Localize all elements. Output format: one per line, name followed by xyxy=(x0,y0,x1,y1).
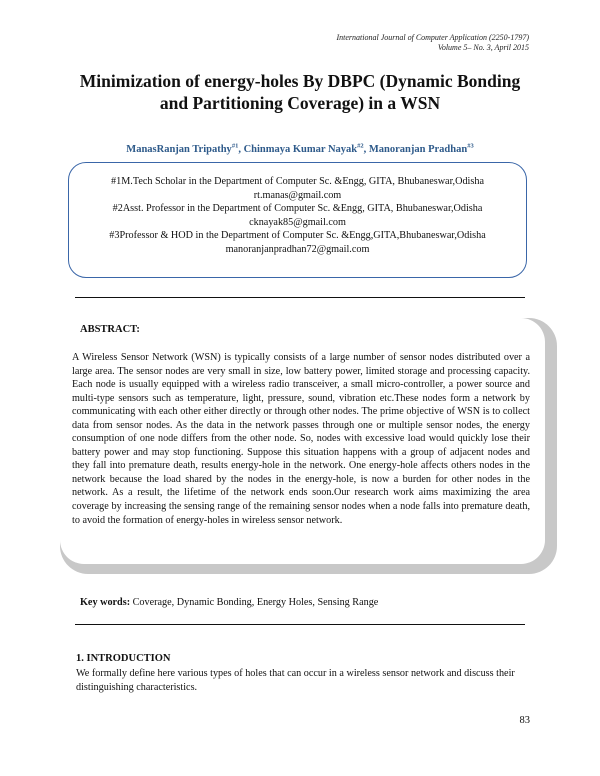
divider-bottom xyxy=(75,624,525,625)
abstract-text: A Wireless Sensor Network (WSN) is typically consists of a large number of sensor nodes distributed over a large area. The sensor nodes are very small in size, low battery power, limited storage and processing capacity. Each node is usually equipped with a wireless radio transceiver, a small micro-controller, a power source and multi-type sensors such as temperature, light, pressure, sound, vibration etc.These nodes form a network by communicating with each other either directly or through other nodes. The prime objective of WSN is to collect data from sensor nodes. As the data in the network passes through one or multiple sensor nodes, the energy consumption of one node differs from the other node. So, nodes with excessive load would quickly lose their battery power and may stop functioning. Suppose this situation happens with a group of adjacent nodes and they fall into premature death, results energy-hole in the network. One energy-hole affects others nodes in the network because the load shared by the nodes in the energy-hole, is now a burden for other nodes in the network. As a result, the lifetime of the network ends soon.Our research work aims maximizing the area coverage by increasing the sensing range of the remaining sensor nodes when a node falls into premature death, to avoid the formation of energy-holes in wireless sensor network. xyxy=(72,352,530,526)
author-name: ManasRanjan Tripathy xyxy=(126,144,232,155)
paper-title-line-1: Minimization of energy-holes By DBPC (Dynamic Bonding xyxy=(79,71,521,91)
affiliation-email: manoranjanpradhan72@gmail.com xyxy=(225,243,370,255)
abstract-heading: ABSTRACT: xyxy=(80,324,140,335)
author-marker: #2 xyxy=(357,142,364,150)
author-separator: , xyxy=(238,144,244,155)
paper-title-line-2: and Partitioning Coverage) in a WSN xyxy=(159,93,441,113)
page-number: 83 xyxy=(519,715,530,726)
journal-volume: Volume 5– No. 3, April 2015 xyxy=(437,43,529,52)
introduction-text: We formally define here various types of holes that can occur in a wireless sensor network and discuss their distinguishing characteristics. xyxy=(76,668,515,693)
keywords-label: Key words: xyxy=(80,597,131,608)
author-separator: , xyxy=(363,144,369,155)
keywords-text: Coverage, Dynamic Bonding, Energy Holes, Sensing Range xyxy=(130,597,379,608)
author-marker: #3 xyxy=(467,142,474,150)
affiliation-line: #3Professor & HOD in the Department of Computer Sc. &Engg,GITA,Bhubaneswar,Odisha xyxy=(109,230,486,242)
author-list xyxy=(40,144,560,155)
author-name: Chinmaya Kumar Nayak xyxy=(243,144,358,155)
divider-top xyxy=(75,297,525,298)
journal-name: International Journal of Computer Application (2250-1797) xyxy=(336,33,529,42)
affiliations-box xyxy=(68,162,527,278)
affiliation-email: cknayak85@gmail.com xyxy=(249,216,346,228)
paper-title xyxy=(40,70,560,114)
affiliation-line: #2Asst. Professor in the Department of Computer Sc. &Engg, GITA, Bhubaneswar,Odisha xyxy=(112,203,483,215)
author-marker: #1 xyxy=(231,142,239,150)
affiliation-line: #1M.Tech Scholar in the Department of Computer Sc. &Engg, GITA, Bhubaneswar,Odisha xyxy=(111,176,484,187)
affiliation-email: rt.manas@gmail.com xyxy=(253,189,342,201)
section-heading-introduction: 1. INTRODUCTION xyxy=(76,653,171,664)
keywords xyxy=(80,597,378,608)
author-name: Manoranjan Pradhan xyxy=(368,144,468,155)
